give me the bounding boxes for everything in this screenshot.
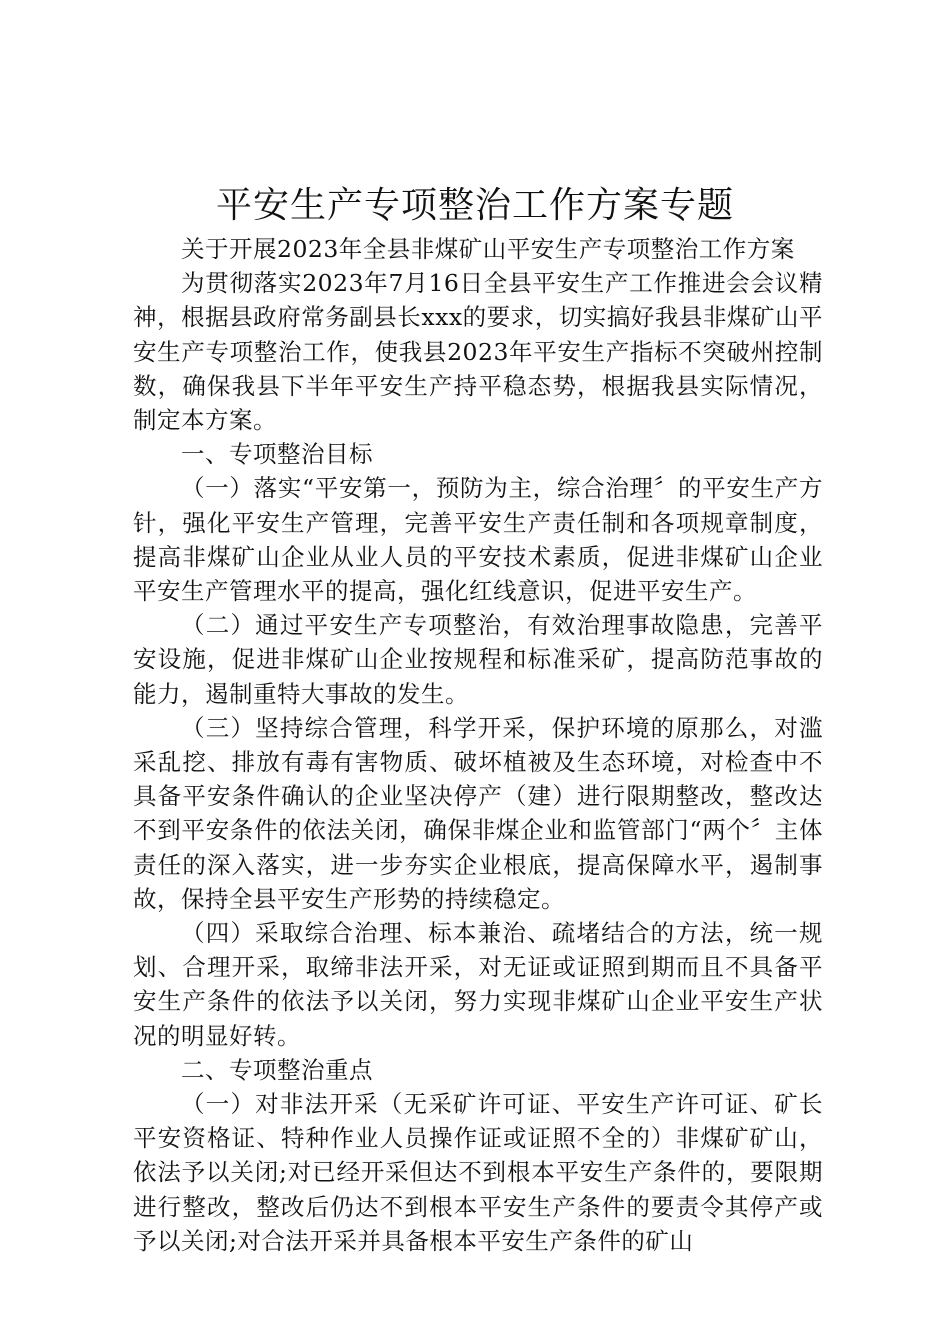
paragraph-subtitle: 关于开展2023年全县非煤矿山平安生产专项整治工作方案 bbox=[181, 235, 795, 263]
paragraph-focus-1: （一）对非法开采（无采矿许可证、平安生产许可证、矿长平安资格证、特种作业人员操作证或证照不全的）非煤矿矿山，依法予以关闭;对已经开采但达不到根本平安生产条件的，要限期进行整改，整改后仍达不到根本平安生产条件的要责令其停产或予以关闭;对合法开采并具备根本平安生产条件的矿山 bbox=[133, 1090, 823, 1255]
document-body bbox=[133, 232, 823, 1258]
paragraph-goal-1: （一）落实“平安第一，预防为主，综合治理〞的平安生产方针，强化平安生产管理，完善平安生产责任制和各项规章制度，提高非煤矿山企业从业人员的平安技术素质，促进非煤矿山企业平安生产管理水平的提高，强化红线意识，促进平安生产。 bbox=[133, 474, 823, 606]
document-title: 平安生产专项整治工作方案专题 bbox=[215, 185, 734, 226]
paragraph-goal-4: （四）采取综合治理、标本兼治、疏堵结合的方法，统一规划、合理开采，取缔非法开采，对无证或证照到期而且不具备平安生产条件的依法予以关闭，努力实现非煤矿山企业平安生产状况的明显好转。 bbox=[133, 919, 823, 1050]
paragraph-intro: 为贯彻落实2023年7月16日全县平安生产工作推进会会议精神，根据县政府常务副县长xxx的要求，切实搞好我县非煤矿山平安生产专项整治工作，使我县2023年平安生产指标不突破州控制数，确保我县下半年平安生产持平稳态势，根据我县实际情况，制定本方案。 bbox=[133, 269, 823, 435]
section-heading-goals: 一、专项整治目标 bbox=[181, 440, 373, 469]
section-heading-focus: 二、专项整治重点 bbox=[181, 1055, 373, 1084]
paragraph-goal-3: （三）坚持综合管理，科学开采，保护环境的原那么，对滥采乱挖、排放有毒有害物质、破坏植被及生态环境，对检查中不具备平安条件确认的企业坚决停产（建）进行限期整改，整改达不到平安条件的依法关闭，确保非煤企业和监管部门“两个〞主体责任的深入落实，进一步夯实企业根底，提高保障水平，遏制事故，保持全县平安生产形势的持续稳定。 bbox=[133, 713, 823, 913]
paragraph-goal-2: （二）通过平安生产专项整治，有效治理事故隐患，完善平安设施，促进非煤矿山企业按规程和标准采矿，提高防范事故的能力，遏制重特大事故的发生。 bbox=[133, 611, 823, 708]
